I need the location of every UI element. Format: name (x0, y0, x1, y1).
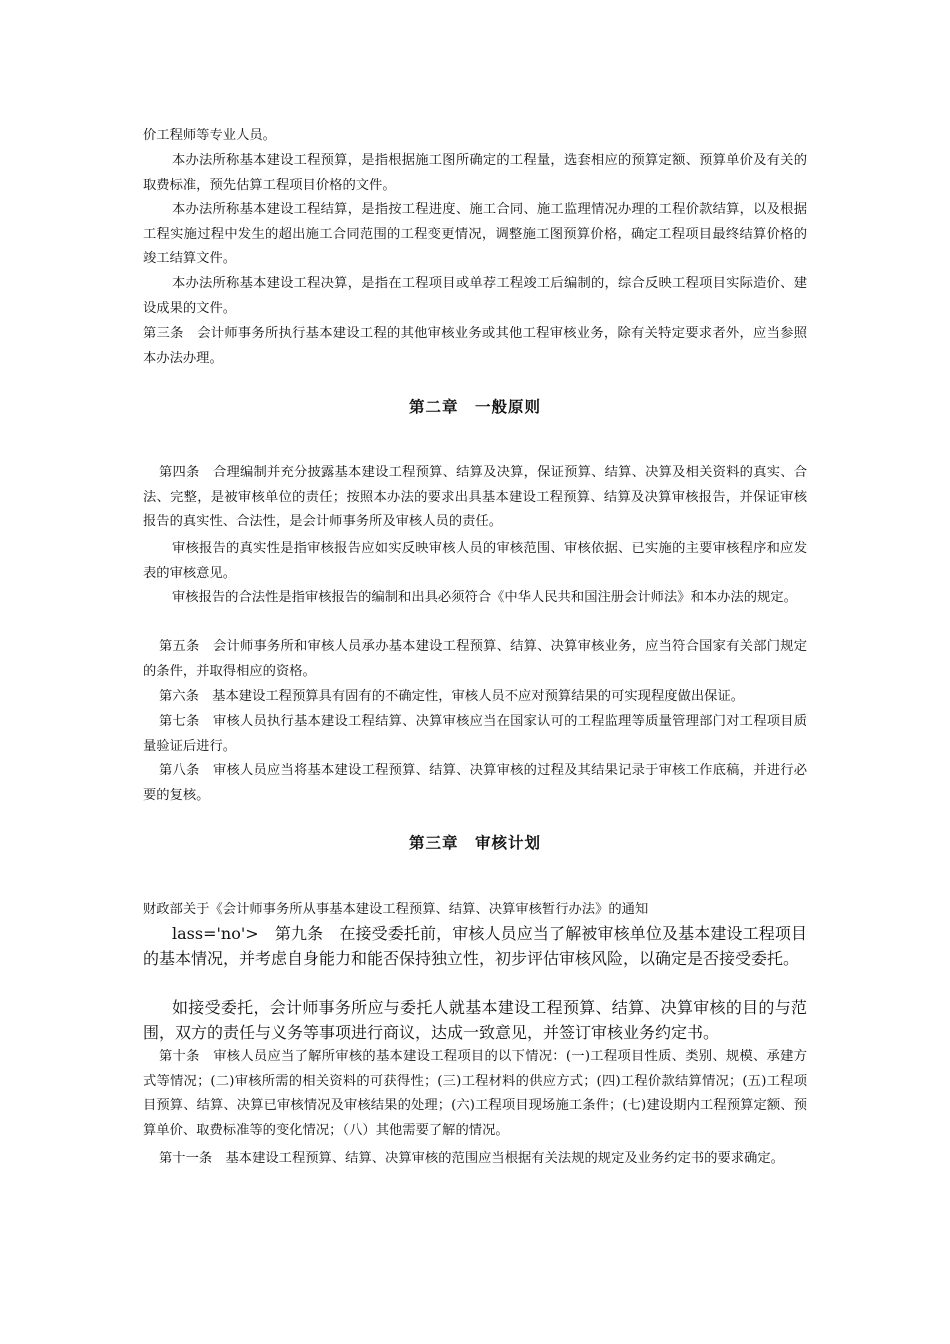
article-6: 第六条 基本建设工程预算具有固有的不确定性，审核人员不应对预算结果的可实现程度做出保证。 (159, 689, 745, 704)
paragraph-final-accounts-definition: 本办法所称基本建设工程决算，是指在工程项目或单荐工程竣工后编制的，综合反映工程项目实际造价、建设成果的文件。 (143, 276, 807, 316)
article-3: 第三条 会计师事务所执行基本建设工程的其他审核业务或其他工程审核业务，除有关特定要求者外，应当参照本办法办理。 (143, 326, 807, 366)
article-5: 第五条 会计师事务所和审核人员承办基本建设工程预算、结算、决算审核业务，应当符合国家有关部门规定的条件，并取得相应的资格。 (143, 639, 807, 679)
article-11: 第十一条 基本建设工程预算、结算、决算审核的范围应当根据有关法规的规定及业务约定书的要求确定。 (159, 1151, 784, 1166)
paragraph-report-truthfulness: 审核报告的真实性是指审核报告应如实反映审核人员的审核范围、审核依据、已实施的主要审核程序和应发表的审核意见。 (143, 541, 807, 581)
paragraph-continuation: 价工程师等专业人员。 (143, 128, 276, 143)
article-8: 第八条 审核人员应当将基本建设工程预算、结算、决算审核的过程及其结果记录于审核工作底稿，并进行必要的复核。 (143, 763, 807, 803)
chapter-2-heading: 第二章 一般原则 (408, 397, 541, 416)
paragraph-settlement-definition: 本办法所称基本建设工程结算，是指按工程进度、施工合同、施工监理情况办理的工程价款结算，以及根据工程实施过程中发生的超出施工合同范围的工程变更情况，调整施工图预算价格，确定工程项目最终结算价格的竣工结算文件。 (143, 202, 807, 266)
chapter-3-heading: 第三章 审核计划 (408, 833, 541, 852)
paragraph-budget-definition: 本办法所称基本建设工程预算，是指根据施工图所确定的工程量，选套相应的预算定额、预算单价及有关的取费标准，预先估算工程项目价格的文件。 (143, 153, 807, 193)
article-4: 第四条 合理编制并充分披露基本建设工程预算、结算及决算，保证预算、结算、决算及相关资料的真实、合法、完整，是被审核单位的责任；按照本办法的要求出具基本建设工程预算、结算及决算审核报告，并保证审核报告的真实性、合法性，是会计师事务所及审核人员的责任。 (143, 465, 807, 529)
paragraph-report-legality: 审核报告的合法性是指审核报告的编制和出具必须符合《中华人民共和国注册会计师法》和本办法的规定。 (172, 590, 797, 605)
paragraph-engagement-agreement: 如接受委托，会计师事务所应与委托人就基本建设工程预算、结算、决算审核的目的与范围，双方的责任与义务等事项进行商议，达成一致意见，并签订审核业务约定书。 (143, 998, 807, 1042)
article-10: 第十条 审核人员应当了解所审核的基本建设工程项目的以下情况：(一)工程项目性质、类别、规模、承建方式等情况；(二)审核所需的相关资料的可获得性；(三)工程材料的供应方式；(四)工程价款结算情况；(五)工程项目预算、结算、决算已审核情况及审核结果的处理；(六)工程项目现场施工条件；(七)建设期内工程预算定额、预算单价、取费标准等的变化情况；（八）其他需要了解的情况。 (143, 1049, 807, 1138)
article-7: 第七条 审核人员执行基本建设工程结算、决算审核应当在国家认可的工程监理等质量管理部门对工程项目质量验证后进行。 (143, 714, 807, 754)
article-9: lass='no'> 第九条 在接受委托前，审核人员应当了解被审核单位及基本建设工程项目的基本情况，并考虑自身能力和能否保持独立性，初步评估审核风险，以确定是否接受委托。 (143, 924, 807, 968)
notice-title: 财政部关于《会计师事务所从事基本建设工程预算、结算、决算审核暂行办法》的通知 (143, 902, 649, 917)
